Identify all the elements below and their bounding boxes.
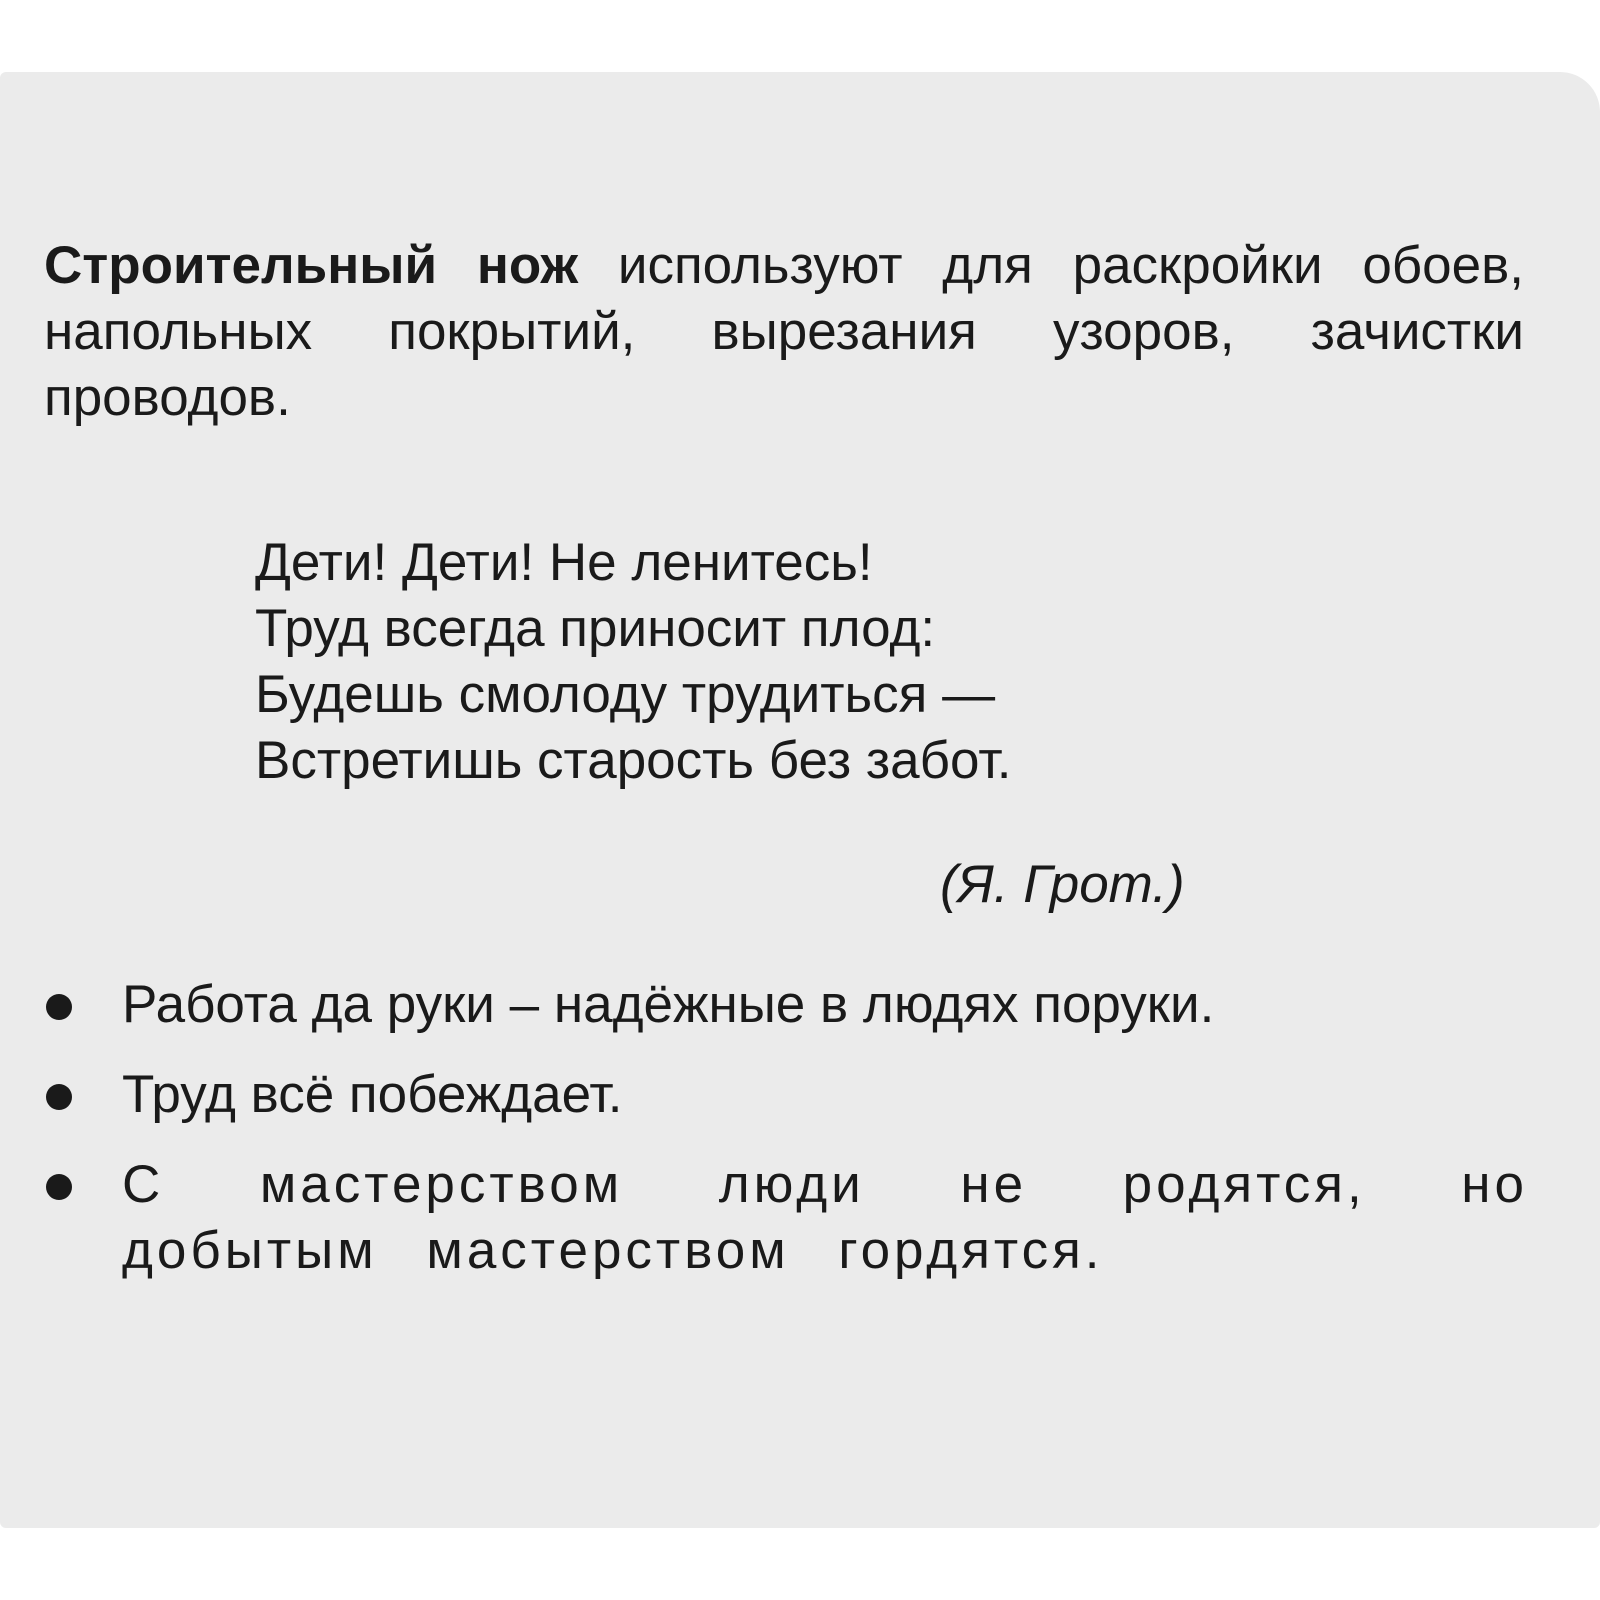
intro-term: Строительный нож	[44, 236, 579, 295]
proverb-item	[44, 1152, 1528, 1284]
poem	[255, 530, 1305, 794]
intro-text: используют для раскройки обоев, напольных покрытий, вырезания узоров, зачистки проводов.	[44, 236, 1524, 427]
proverb-item	[44, 972, 1528, 1038]
bullet-icon	[46, 1084, 72, 1110]
bullet-icon	[46, 1174, 72, 1200]
poem-line: Труд всегда приносит плод:	[255, 599, 936, 658]
proverb-item	[44, 1062, 1528, 1128]
text-card	[0, 72, 1600, 1528]
proverb-text: Труд всё побеждает.	[122, 1065, 623, 1124]
poem-line: Встретишь старость без забот.	[255, 731, 1012, 790]
poem-line: Дети! Дети! Не ленитесь!	[255, 533, 873, 592]
poem-author: (Я. Грот.)	[940, 855, 1185, 914]
intro-paragraph	[44, 233, 1524, 431]
poem-line: Будешь смолоду трудиться —	[255, 665, 996, 724]
proverb-text: Работа да руки – надёжные в людях поруки.	[122, 975, 1215, 1034]
proverb-list	[44, 972, 1528, 1308]
bullet-icon	[46, 994, 72, 1020]
proverb-text: С мастерством люди не родятся, но добытым мастерством гордятся.	[122, 1155, 1528, 1280]
